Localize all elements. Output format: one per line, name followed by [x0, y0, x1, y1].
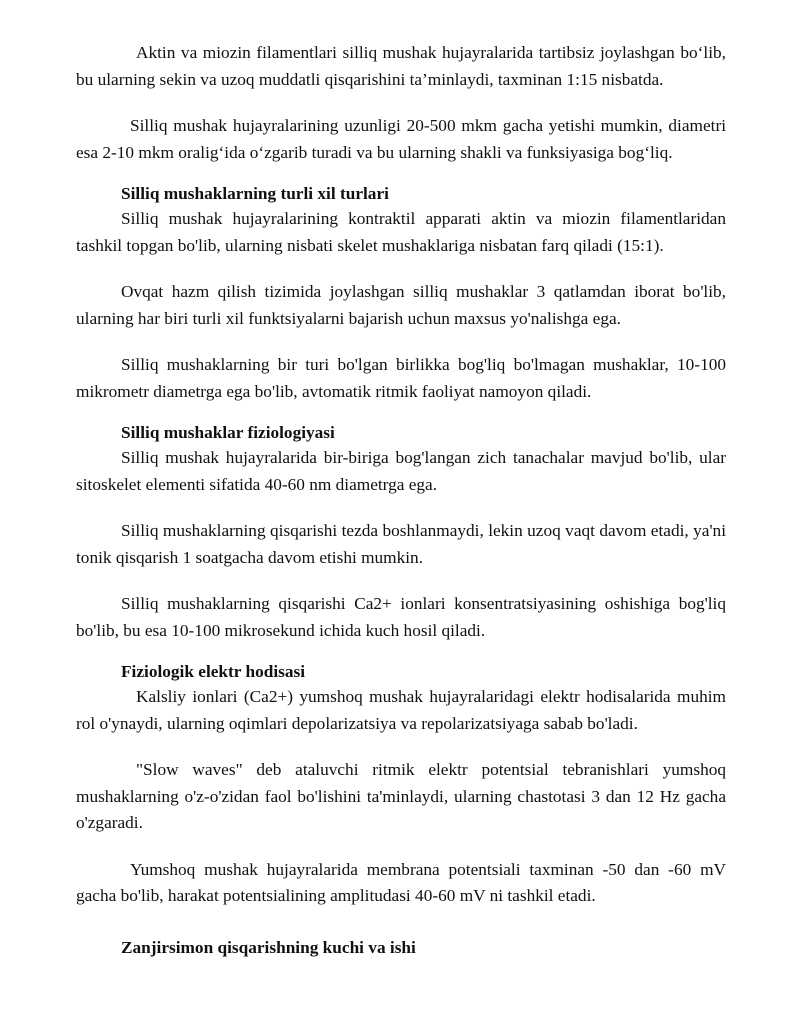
paragraph: Silliq mushak hujayralarining kontraktil apparati aktin va miozin filamentlaridan tashkil topgan bo'lib, ularning nisbati skelet mushaklariga nisbatan farq qiladi (15:1). — [76, 209, 726, 255]
paragraph: Aktin va miozin filamentlari silliq mushak hujayralarida tartibsiz joylashgan bo‘lib, bu ularning sekin va uzoq muddatli qisqarishini ta’minlaydi, taxminan 1:15 nisbatda. — [76, 43, 726, 89]
paragraph: Kalsliy ionlari (Ca2+) yumshoq mushak hujayralaridagi elektr hodisalarida muhim rol o'ynaydi, ularning oqimlari depolarizatsiya va repolarizatsiyaga sabab bo'ladi. — [76, 687, 726, 733]
paragraph: Silliq mushaklarning qisqarishi tezda boshlanmaydi, lekin uzoq vaqt davom etadi, ya'ni tonik qisqarish 1 soatgacha davom etishi mumkin. — [76, 521, 726, 567]
paragraph: Ovqat hazm qilish tizimida joylashgan silliq mushaklar 3 qatlamdan iborat bo'lib, ularning har biri turli xil funktsiyalarni bajarish uchun maxsus yo'nalishga ega. — [76, 282, 726, 328]
paragraph: Silliq mushaklarning qisqarishi Ca2+ ionlari konsentratsiyasining oshishiga bog'liq bo'lib, bu esa 10-100 mikrosekund ichida kuch hosil qiladi. — [76, 594, 726, 640]
paragraph: Silliq mushak hujayralarida bir-biriga bog'langan zich tanachalar mavjud bo'lib, ular sitoskelet elementi sifatida 40-60 nm diametrga ega. — [76, 448, 726, 494]
paragraph: Yumshoq mushak hujayralarida membrana potentsiali taxminan -50 dan -60 mV gacha bo'lib, harakat potentsialining amplitudasi 40-60 mV ni tashkil etadi. — [76, 859, 726, 905]
paragraph: Silliq mushak hujayralarining uzunligi 20-500 mkm gacha yetishi mumkin, diametri esa 2-10 mkm oralig‘ida o‘zgarib turadi va bu ularning shakli va funksiyasiga bog‘liq. — [76, 116, 726, 162]
paragraph: Silliq mushaklarning bir turi bo'lgan birlikka bog'liq bo'lmagan mushaklar, 10-100 mikrometr diametrga ega bo'lib, avtomatik ritmik faoliyat namoyon qiladi. — [76, 355, 726, 401]
section-heading: Zanjirsimon qisqarishning kuchi va ishi — [121, 937, 416, 957]
section-heading: Fiziologik elektr hodisasi — [121, 662, 306, 681]
document-page — [76, 40, 726, 960]
section-heading: Silliq mushaklar fiziologiyasi — [121, 423, 335, 442]
section-heading: Silliq mushaklarning turli xil turlari — [121, 184, 389, 203]
paragraph: "Slow waves" deb ataluvchi ritmik elektr potentsial tebranishlari yumshoq mushaklarning o'z-o'zidan faol bo'lishini ta'minlaydi, ularning chastotasi 3 dan 12 Hz gacha o'zgaradi. — [76, 760, 726, 832]
